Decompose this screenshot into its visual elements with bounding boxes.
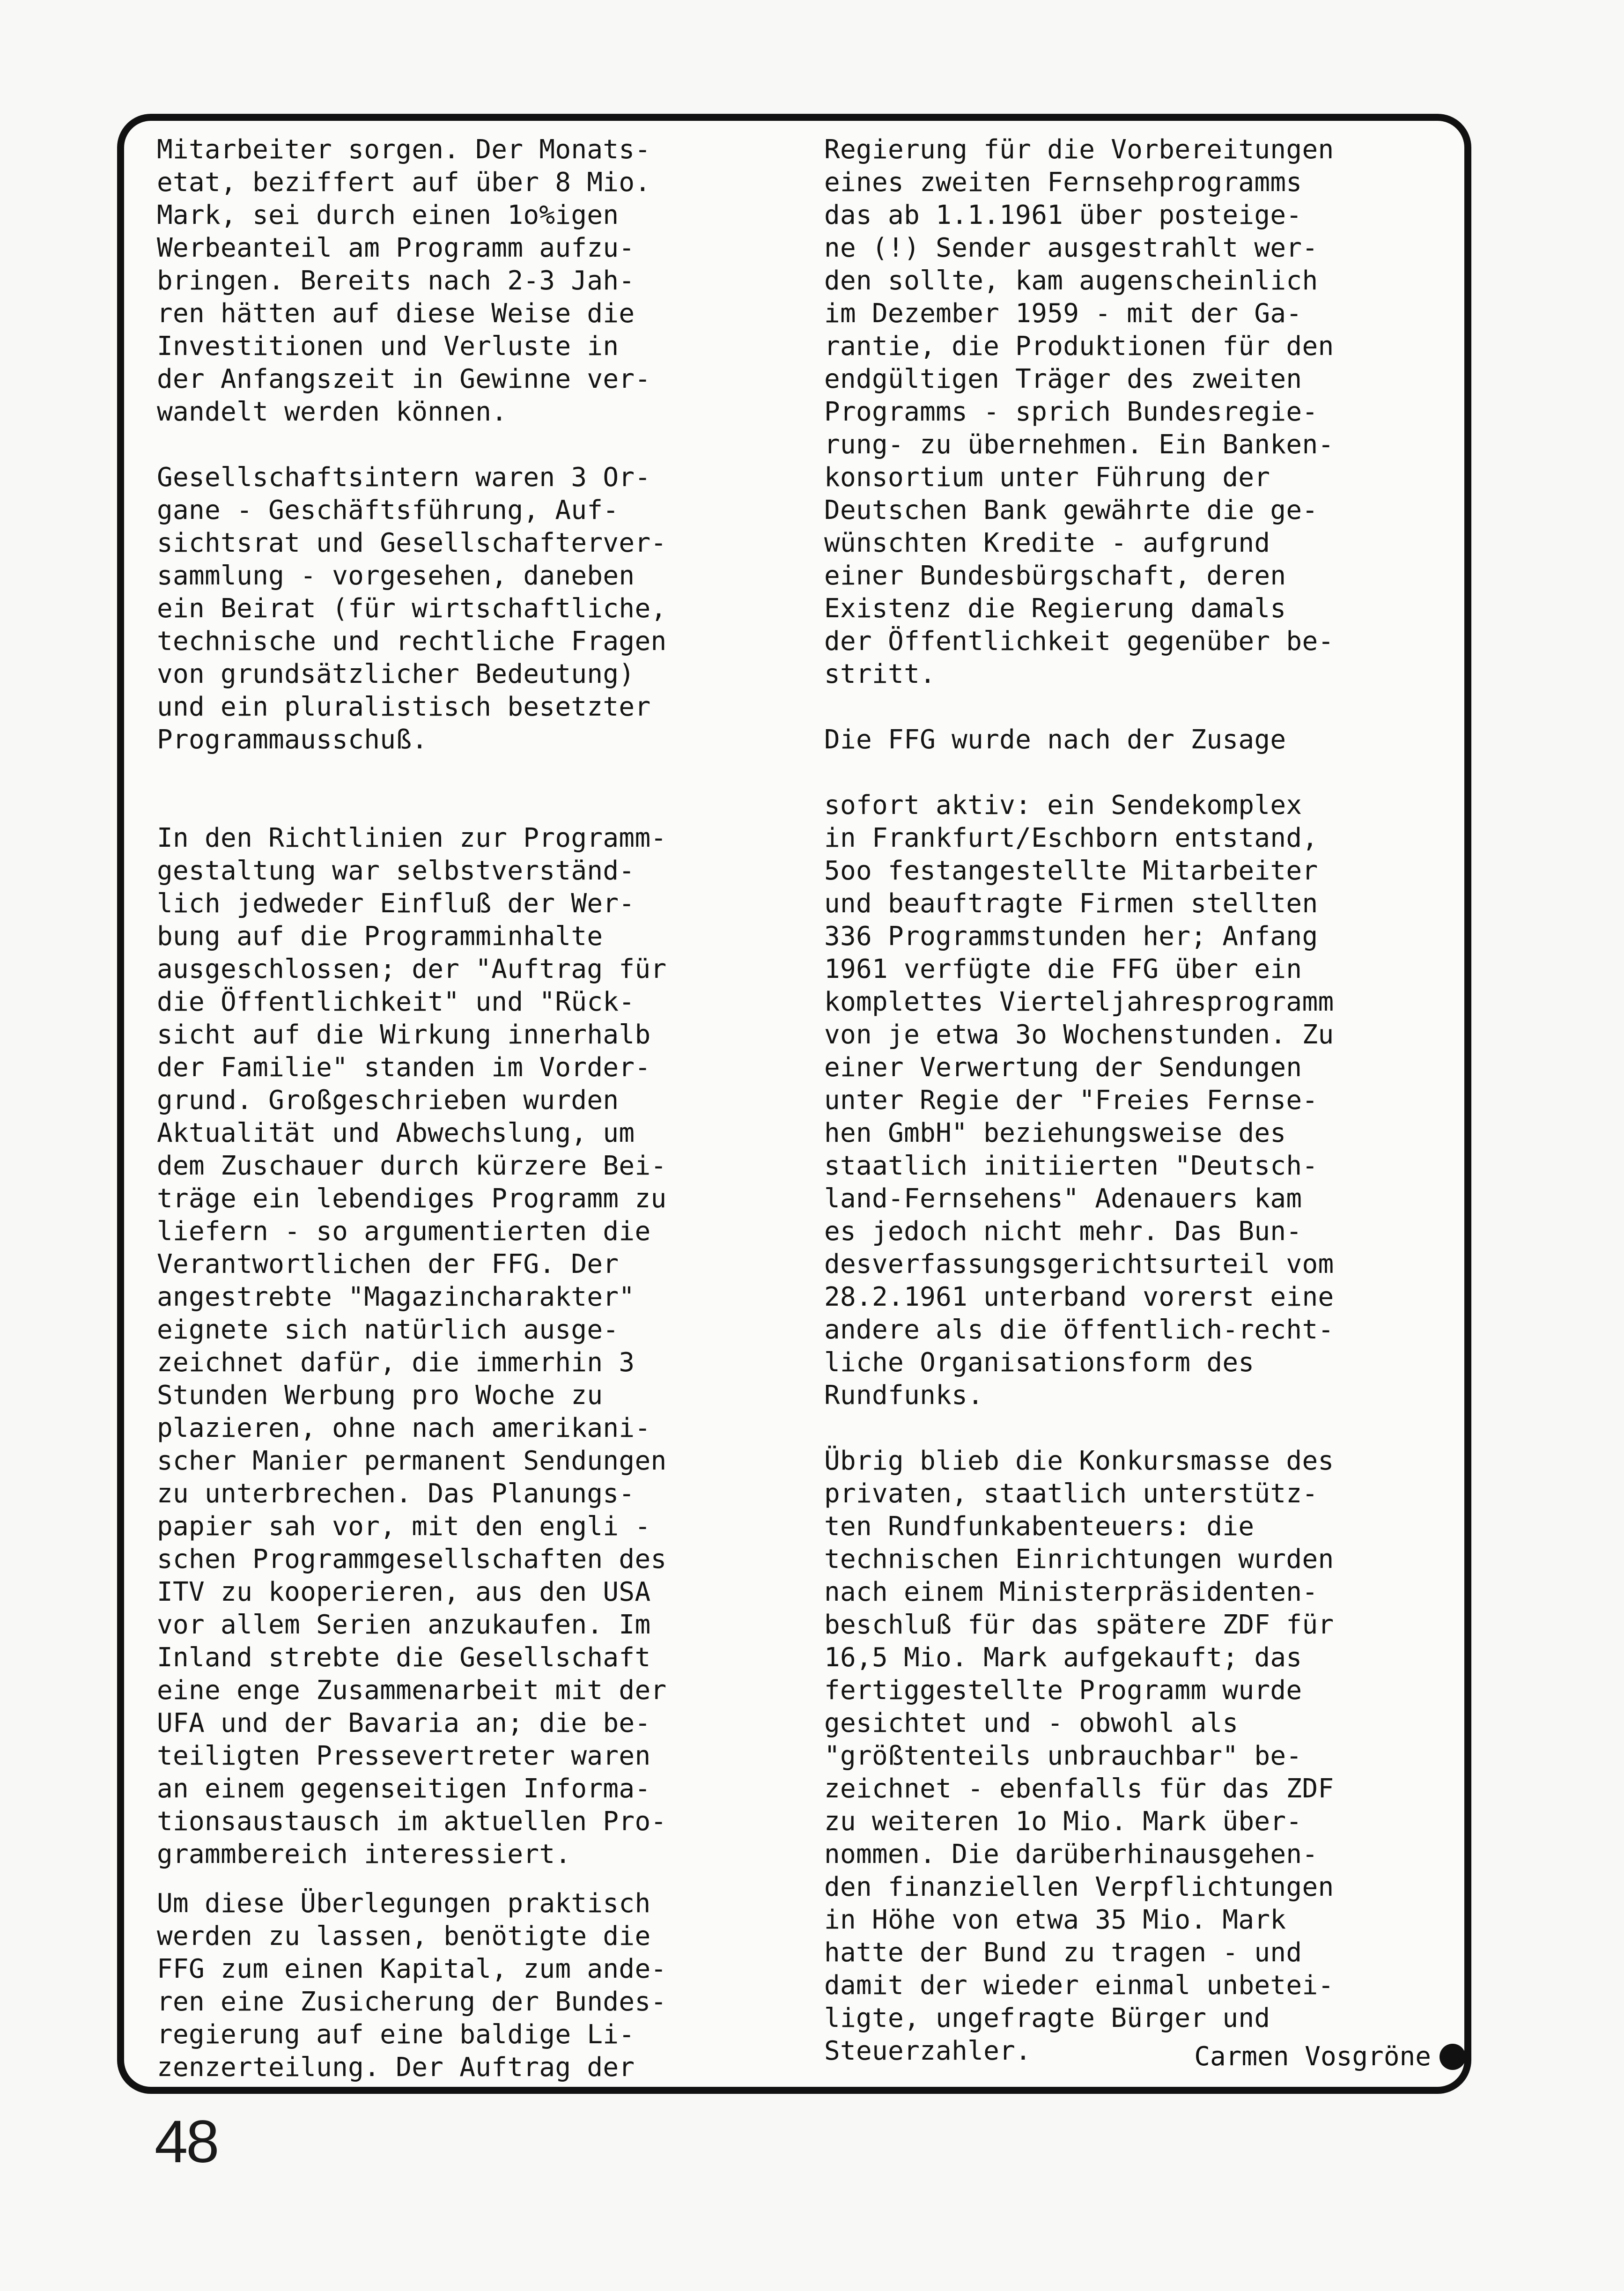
text-line: 28.2.1961 unterband vorerst eine: [824, 1282, 1334, 1312]
text-line: Programms - sprich Bundesregie-: [824, 397, 1318, 427]
text-line: tionsaustausch im aktuellen Pro-: [157, 1806, 667, 1837]
paragraph-gap: [824, 756, 1466, 789]
text-line: und ein pluralistisch besetzter: [157, 692, 651, 722]
text-line: ligte, ungefragte Bürger und: [824, 2003, 1270, 2033]
text-line: 336 Programmstunden her; Anfang: [824, 921, 1318, 952]
text-line: beschluß für das spätere ZDF für: [824, 1610, 1334, 1640]
paragraph-gap: [157, 789, 798, 822]
text-line: dem Zuschauer durch kürzere Bei-: [157, 1151, 667, 1181]
text-line: der Öffentlichkeit gegenüber be-: [824, 626, 1334, 657]
text-line: einer Bundesbürgschaft, deren: [824, 561, 1286, 591]
text-line: land-Fernsehens" Adenauers kam: [824, 1183, 1302, 1214]
text-line: wandelt werden können.: [157, 397, 508, 427]
article-column-right: [824, 133, 1466, 2068]
text-line: endgültigen Träger des zweiten: [824, 364, 1302, 394]
text-line: von je etwa 3o Wochenstunden. Zu: [824, 1020, 1334, 1050]
paragraph-gap: [157, 1871, 798, 1887]
text-line: teiligten Pressevertreter waren: [157, 1741, 651, 1771]
text-line: eines zweiten Fernsehprogramms: [824, 167, 1302, 198]
text-line: 16,5 Mio. Mark aufgekauft; das: [824, 1642, 1302, 1673]
text-line: im Dezember 1959 - mit der Ga-: [824, 298, 1302, 329]
text-line: nach einem Ministerpräsidenten-: [824, 1577, 1318, 1607]
text-line: plazieren, ohne nach amerikani-: [157, 1413, 651, 1443]
text-line: 5oo festangestellte Mitarbeiter: [824, 856, 1318, 886]
text-line: Verantwortlichen der FFG. Der: [157, 1249, 619, 1279]
text-line: zeichnet - ebenfalls für das ZDF: [824, 1774, 1334, 1804]
text-line: ren eine Zusicherung der Bundes-: [157, 1987, 667, 2017]
text-line: ausgeschlossen; der "Auftrag für: [157, 954, 667, 984]
text-line: unter Regie der "Freies Fernse-: [824, 1085, 1318, 1116]
text-line: der Familie" standen im Vorder-: [157, 1052, 651, 1083]
article-column-left: [157, 133, 798, 2084]
text-line: Mitarbeiter sorgen. Der Monats-: [157, 134, 651, 165]
text-line: vor allem Serien anzukaufen. Im: [157, 1610, 651, 1640]
text-line: etat, beziffert auf über 8 Mio.: [157, 167, 651, 198]
text-line: von grundsätzlicher Bedeutung): [157, 659, 635, 689]
text-line: zu weiteren 1o Mio. Mark über-: [824, 1806, 1302, 1837]
text-line: Regierung für die Vorbereitungen: [824, 134, 1334, 165]
text-line: gestaltung war selbstverständ-: [157, 856, 635, 886]
text-line: Aktualität und Abwechslung, um: [157, 1118, 635, 1148]
text-line: [824, 691, 1466, 724]
text-line: an einem gegenseitigen Informa-: [157, 1774, 651, 1804]
text-line: Programmausschuß.: [157, 724, 428, 755]
text-line: Mark, sei durch einen 1o%igen: [157, 200, 619, 230]
text-line: schen Programmgesellschaften des: [157, 1544, 667, 1574]
text-line: Existenz die Regierung damals: [824, 593, 1286, 624]
text-line: in Höhe von etwa 35 Mio. Mark: [824, 1905, 1286, 1935]
text-line: einer Verwertung der Sendungen: [824, 1052, 1302, 1083]
text-line: Übrig blieb die Konkursmasse des: [824, 1446, 1334, 1476]
text-line: Steuerzahler.: [824, 2036, 1032, 2066]
text-line: scher Manier permanent Sendungen: [157, 1446, 667, 1476]
text-line: bringen. Bereits nach 2-3 Jah-: [157, 266, 635, 296]
text-line: und beauftragte Firmen stellten: [824, 888, 1318, 919]
text-line: liche Organisationsform des: [824, 1347, 1255, 1378]
text-line: papier sah vor, mit den engli -: [157, 1511, 651, 1542]
paragraph-gap: [824, 1412, 1466, 1445]
text-line: lich jedweder Einfluß der Wer-: [157, 888, 635, 919]
text-line: damit der wieder einmal unbetei-: [824, 1970, 1334, 2001]
text-line: Investitionen und Verluste in: [157, 331, 619, 362]
text-line: grund. Großgeschrieben wurden: [157, 1085, 619, 1116]
paragraph-gap: [157, 429, 798, 461]
text-line: das ab 1.1.1961 über posteige-: [824, 200, 1302, 230]
text-line: hen GmbH" beziehungsweise des: [824, 1118, 1286, 1148]
text-line: Rundfunks.: [824, 1380, 984, 1411]
text-line: [157, 756, 798, 789]
text-line: zeichnet dafür, die immerhin 3: [157, 1347, 635, 1378]
text-line: ne (!) Sender ausgestrahlt wer-: [824, 233, 1318, 263]
text-line: andere als die öffentlich-recht-: [824, 1315, 1334, 1345]
text-line: 1961 verfügte die FFG über ein: [824, 954, 1302, 984]
text-line: regierung auf eine baldige Li-: [157, 2019, 635, 2050]
text-line: Die FFG wurde nach der Zusage: [824, 724, 1286, 755]
text-line: "größtenteils unbrauchbar" be-: [824, 1741, 1302, 1771]
text-line: wünschten Kredite - aufgrund: [824, 528, 1270, 558]
page-number: 48: [155, 2108, 218, 2175]
text-line: technischen Einrichtungen wurden: [824, 1544, 1334, 1574]
text-line: werden zu lassen, benötigte die: [157, 1921, 651, 1951]
text-line: hatte der Bund zu tragen - und: [824, 1937, 1302, 1968]
text-line: FFG zum einen Kapital, zum ande-: [157, 1954, 667, 1984]
text-line: privaten, staatlich unterstütz-: [824, 1478, 1318, 1509]
text-line: Werbeanteil am Programm aufzu-: [157, 233, 635, 263]
text-line: den sollte, kam augenscheinlich: [824, 266, 1318, 296]
text-line: Gesellschaftsintern waren 3 Or-: [157, 462, 651, 493]
text-line: zu unterbrechen. Das Planungs-: [157, 1478, 635, 1509]
text-line: sicht auf die Wirkung innerhalb: [157, 1020, 651, 1050]
text-line: sichtsrat und Gesellschafterver-: [157, 528, 667, 558]
text-line: grammbereich interessiert.: [157, 1839, 571, 1870]
text-line: den finanziellen Verpflichtungen: [824, 1872, 1334, 1902]
text-line: bung auf die Programminhalte: [157, 921, 603, 952]
text-line: gane - Geschäftsführung, Auf-: [157, 495, 619, 525]
text-line: konsortium unter Führung der: [824, 462, 1270, 493]
text-line: angestrebte "Magazincharakter": [157, 1282, 635, 1312]
text-line: Um diese Überlegungen praktisch: [157, 1888, 651, 1919]
text-line: stritt.: [824, 659, 936, 689]
author-signature: [824, 2039, 1466, 2072]
author-name: Carmen Vosgröne: [1194, 2041, 1431, 2072]
text-line: fertiggestellte Programm wurde: [824, 1675, 1302, 1706]
text-line: In den Richtlinien zur Programm-: [157, 823, 667, 853]
text-line: es jedoch nicht mehr. Das Bun-: [824, 1216, 1302, 1247]
text-line: rantie, die Produktionen für den: [824, 331, 1334, 362]
text-line: ein Beirat (für wirtschaftliche,: [157, 593, 667, 624]
text-line: Stunden Werbung pro Woche zu: [157, 1380, 603, 1411]
text-line: rung- zu übernehmen. Ein Banken-: [824, 429, 1334, 460]
end-bullet-icon: [1439, 2044, 1466, 2070]
text-line: der Anfangszeit in Gewinne ver-: [157, 364, 651, 394]
text-line: eignete sich natürlich ausge-: [157, 1315, 619, 1345]
text-line: nommen. Die darüberhinausgehen-: [824, 1839, 1318, 1870]
text-line: Inland strebte die Gesellschaft: [157, 1642, 651, 1673]
text-line: ITV zu kooperieren, aus den USA: [157, 1577, 651, 1607]
text-line: eine enge Zusammenarbeit mit der: [157, 1675, 667, 1706]
text-line: die Öffentlichkeit" und "Rück-: [157, 987, 635, 1017]
text-line: UFA und der Bavaria an; die be-: [157, 1708, 651, 1738]
text-line: desverfassungsgerichtsurteil vom: [824, 1249, 1334, 1279]
text-line: in Frankfurt/Eschborn entstand,: [824, 823, 1318, 853]
text-line: liefern - so argumentierten die: [157, 1216, 651, 1247]
text-line: sofort aktiv: ein Sendekomplex: [824, 790, 1302, 820]
text-line: komplettes Vierteljahresprogramm: [824, 987, 1334, 1017]
text-line: technische und rechtliche Fragen: [157, 626, 667, 657]
text-line: ren hätten auf diese Weise die: [157, 298, 635, 329]
text-line: träge ein lebendiges Programm zu: [157, 1183, 667, 1214]
text-line: ten Rundfunkabenteuers: die: [824, 1511, 1255, 1542]
text-line: sammlung - vorgesehen, daneben: [157, 561, 635, 591]
text-line: staatlich initiierten "Deutsch-: [824, 1151, 1318, 1181]
text-line: gesichtet und - obwohl als: [824, 1708, 1239, 1738]
text-line: zenzerteilung. Der Auftrag der: [157, 2052, 635, 2083]
text-line: Deutschen Bank gewährte die ge-: [824, 495, 1318, 525]
